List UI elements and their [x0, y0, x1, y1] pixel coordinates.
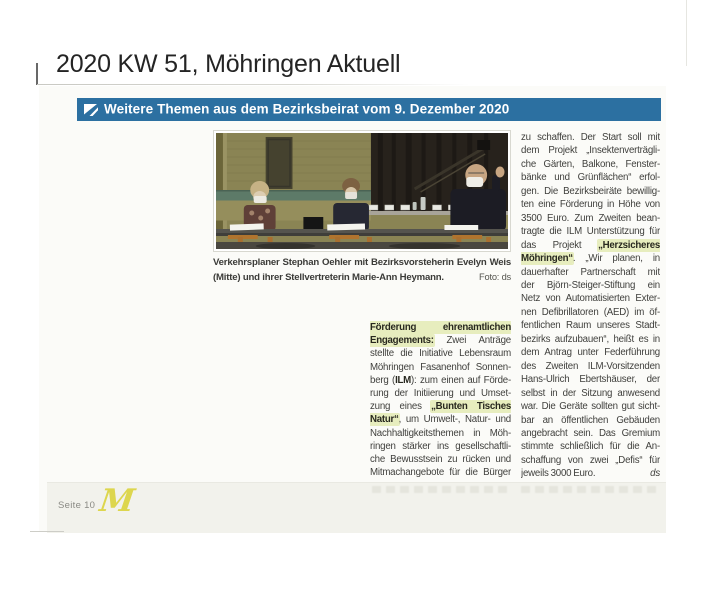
text-line: rung der Initiierung und Umset-: [370, 388, 511, 400]
text-line: che Gärten, Balkone, Fenster-: [521, 158, 660, 170]
text-line: das Projekt „Herzsicheres: [521, 239, 660, 251]
section-banner: [77, 98, 661, 121]
text-line: schaffung von zwei „Defis“ für: [521, 454, 660, 466]
caption-line-1: Verkehrsplaner Stephan Oehler mit Bezirksvorsteherin Evelyn Weis: [213, 257, 511, 268]
text-line: 3500 Euro. Zum Zweiten bean-: [521, 212, 660, 224]
bleed-through-text: [372, 486, 508, 493]
flag-triangle-icon: [84, 104, 98, 116]
page-number-label: Seite 10: [58, 500, 96, 511]
text-line: stellte die Initiative Lebensraum: [370, 348, 511, 360]
bleed-through-text: [521, 486, 659, 493]
text-line: jeweils 3000 Euro. ds: [521, 468, 660, 480]
text-line: Nachhaltigkeitsthemen in Möh-: [370, 427, 511, 439]
moehringen-aktuell-logo: M: [97, 483, 137, 519]
text-line: gen. Die Bezirksbeiräte bewillig-: [521, 185, 660, 197]
text-line: bezirks aufzubauen“, heißt es in: [521, 333, 660, 345]
text-line: Engagements: Zwei Anträge: [370, 335, 511, 347]
text-line: Natur“, um Umwelt-, Natur- und: [370, 414, 511, 426]
meeting-photo-illustration: [216, 133, 508, 249]
text-line: Förderung ehrenamtlichen: [370, 322, 511, 333]
text-line: dem Antrag unter Federführung: [521, 347, 660, 359]
text-line: tragte die ILM Unterstützung für: [521, 226, 660, 238]
text-line: fentlichen Raum unseres Stadt-: [521, 320, 660, 332]
section-banner-title: Weitere Themen aus dem Bezirksbeirat vom 9. Dezember 2020: [104, 101, 510, 117]
text-line: angebracht sein. Das Gremium: [521, 427, 660, 439]
text-line: dem Projekt „Insektenverträgli-: [521, 145, 660, 157]
text-line: bänke und Grünflächen“ erfol-: [521, 172, 660, 184]
scan-artifact-line: [36, 63, 38, 85]
article-column-middle: [370, 321, 511, 479]
text-line: Hans-Ulrich Ebertshäuser, der: [521, 374, 660, 386]
text-line: stimmte schließlich für die An-: [521, 441, 660, 453]
text-line: ringen stärker ins gesellschaftli-: [370, 440, 511, 452]
text-line: dauerhafter Partnerschaft mit: [521, 266, 660, 278]
text-line: Möhringen“. „Wir planen, in: [521, 253, 660, 265]
text-line: bar an öffentlichen Gebäuden: [521, 414, 660, 426]
page-title: 2020 KW 51, Möhringen Aktuell: [56, 50, 401, 78]
text-line: ten eine Förderung in Höhe von: [521, 199, 660, 211]
text-line: Netz von Automatisierten Exter-: [521, 293, 660, 305]
text-line: des Zweiten ILM-Vorsitzenden: [521, 360, 660, 372]
text-line: Möhringen Fasanenhof Sonnen-: [370, 361, 511, 373]
photo-credit: Foto: ds: [479, 272, 511, 282]
caption-line-2: (Mitte) und ihrer Stellvertreterin Marie-Ann Heymann.: [213, 272, 444, 283]
text-line: Mitmachangebote für die Bürger: [370, 467, 511, 479]
article-column-right: [521, 131, 660, 481]
text-line: che Bewusstsein zu rücken und: [370, 454, 511, 466]
text-line: der Björn-Steiger-Stiftung ein: [521, 279, 660, 291]
text-line: nen Defibrillatoren (AED) im öf-: [521, 306, 660, 318]
photo-caption: [213, 255, 511, 285]
text-line: war. Die Geräte sollten gut sicht-: [521, 401, 660, 413]
scan-edge: [686, 0, 687, 66]
scan-artifact-line: [30, 531, 64, 532]
text-line: zung eines „Bunten Tisches: [370, 401, 511, 413]
text-line: zu schaffen. Der Start soll mit: [521, 132, 660, 143]
divider: [37, 84, 470, 85]
article-photo: [213, 130, 511, 252]
text-line: berg (ILM): zum einen auf Förde-: [370, 374, 511, 386]
text-line: selbst in der Sitzung anwesend: [521, 387, 660, 399]
